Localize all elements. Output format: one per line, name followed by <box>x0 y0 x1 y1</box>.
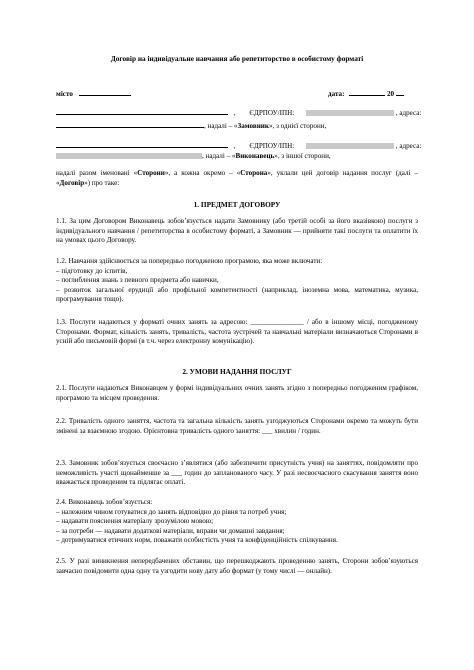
intro-part-2: », а кожна окремо – « <box>164 169 241 177</box>
clause-2-2 <box>56 417 418 436</box>
contractor-role: Виконавець <box>235 152 275 160</box>
clause-2-2-text: 2.2. Тривалість одного заняття, частота та загальна кількість занять узгоджуються Сторонами окремо та можуть бути змінені за взаємною згодою. Орієнтовна тривалість одного заняття: ___ хвилин / годин. <box>56 417 418 435</box>
customer-edrpou-field[interactable] <box>306 110 394 116</box>
list-item: – поглиблення знань з певного предмета або навички, <box>56 276 219 285</box>
list-item: – підготовку до іспитів, <box>56 266 128 275</box>
customer-edrpou-label: ЄДРПОУ/ІПН: <box>249 109 295 117</box>
city-date-row <box>56 88 131 99</box>
year-blank[interactable] <box>396 88 404 96</box>
customer-name-blank[interactable] <box>56 107 228 115</box>
contractor-address-field[interactable] <box>56 153 202 159</box>
list-item: – дотримуватися етичних норм, поважати особистість учня та конфіденційність спілкування. <box>56 536 338 545</box>
customer-address-label: , адреса: <box>395 109 422 117</box>
contractor-role-prefix: , надалі – « <box>202 152 236 160</box>
customer-role-prefix: , надалі – « <box>204 122 238 130</box>
clause-2-1-text: 2.1. Послуги надаються Виконавцем у формі індивідуальних очних занять згідно з попередньо погодженим графіком, програмою та місцем проведення. <box>56 384 418 402</box>
contractor-edrpou-label: ЄДРПОУ/ІПН: <box>249 142 295 150</box>
clause-2-3-text: 2.3. Замовник зобов’язується своєчасно з’являтися (або забезпечити присутність учня) на заняттях, повідомляти про неможливість участі щонайменше за ___ годин до запланованого часу. У разі несвоєчасного скасування заняття воно вважається проведеним та підлягає оплаті. <box>56 459 418 487</box>
clause-2-5 <box>56 557 418 576</box>
intro-part-3: », уклали цей договір надання послуг (далі – « <box>56 169 418 187</box>
section-2-heading: 2. УМОВИ НАДАННЯ ПОСЛУГ <box>182 367 292 376</box>
clause-1-2-intro: 1.2. Навчання здійснюється за попередньо погодженою програмою, яка може включати: <box>56 257 323 265</box>
intro-sides: Сторони <box>137 169 165 177</box>
contractor-name-blank[interactable] <box>56 140 228 148</box>
contractor-edrpou-field[interactable] <box>306 143 394 149</box>
date-row <box>328 88 404 99</box>
intro-paragraph <box>56 169 418 188</box>
clause-2-1 <box>56 384 418 403</box>
date-blank[interactable] <box>349 88 385 96</box>
intro-contract: Договір <box>59 178 85 187</box>
section-1-heading: 1. ПРЕДМЕТ ДОГОВОРУ <box>193 200 281 209</box>
contractor-line-2 <box>56 152 331 161</box>
list-item: – за потреби — надавати додаткові матеріали, вправи чи домашні завдання; <box>56 526 285 535</box>
clause-2-4 <box>56 498 418 546</box>
clause-2-5-text: 2.5. У разі виникнення непередбачених обставин, що перешкоджають проведенню занять, Сторони зобов’язуються завчасно повідомити одна одну та узгодити нову дату або формат (у тому числі — онлайн). <box>56 557 418 575</box>
intro-side: Сторона <box>240 169 268 177</box>
clause-2-4-intro: 2.4. Виконавець зобов’язується: <box>56 498 153 506</box>
document-title: Договір на індивідуальне навчання або репетиторство в особистому форматі <box>110 54 364 63</box>
customer-line-1: , ЄДРПОУ/ІПН: , адреса: <box>56 107 421 118</box>
list-item: – розвиток загальної ерудиції або профільної компетентності (наприклад, іноземна мова, математика, музика, програмування тощо). <box>56 285 418 304</box>
intro-part-1: надалі разом іменовані « <box>56 169 138 177</box>
customer-role: Замовник <box>237 122 269 130</box>
contractor-address-label: , адреса: <box>395 142 422 150</box>
clause-2-3 <box>56 459 418 488</box>
clause-1-2 <box>56 257 418 305</box>
intro-part-4: ») про таке: <box>84 178 120 187</box>
customer-address-blank[interactable] <box>56 120 204 128</box>
customer-line-2 <box>56 120 326 131</box>
clause-1-3-text: 1.3. Послуги надаються у форматі очних занять за адресою: _______________ / або в іншому місці, погодженому Сторонами. Формат, кількість занять, тривалість, частота зустрічей та навчальні матеріали визначаються Сторонами в усній або письмовій формі (в т.ч. через електронну комунікацію). <box>56 318 418 346</box>
year-prefix: 20 <box>387 90 395 98</box>
clause-1-3 <box>56 318 418 347</box>
contractor-line-1: , ЄДРПОУ/ІПН: , адреса: <box>56 140 421 151</box>
list-item: – надавати пояснення матеріалу зрозумілою мовою; <box>56 517 214 526</box>
clause-1-1-text: 1.1. За цим Договором Виконавець зобов’язується надати Замовнику (або третій особі за його вказівкою) послуги з індивідуального навчання / репетиторства в особистому форматі, а Замовник — прийняти такі послуги та оплатити їх на умовах цього Договору. <box>56 217 418 245</box>
city-blank[interactable] <box>79 88 131 96</box>
city-label: місто <box>56 90 73 98</box>
customer-role-suffix: », з однієї сторони, <box>268 122 327 130</box>
contractor-role-suffix: », з іншої сторони, <box>274 152 331 160</box>
list-item: – належним чином готуватися до занять відповідно до рівня та потреб учня; <box>56 507 287 516</box>
clause-1-1 <box>56 217 418 246</box>
date-label: дата: <box>328 90 345 98</box>
